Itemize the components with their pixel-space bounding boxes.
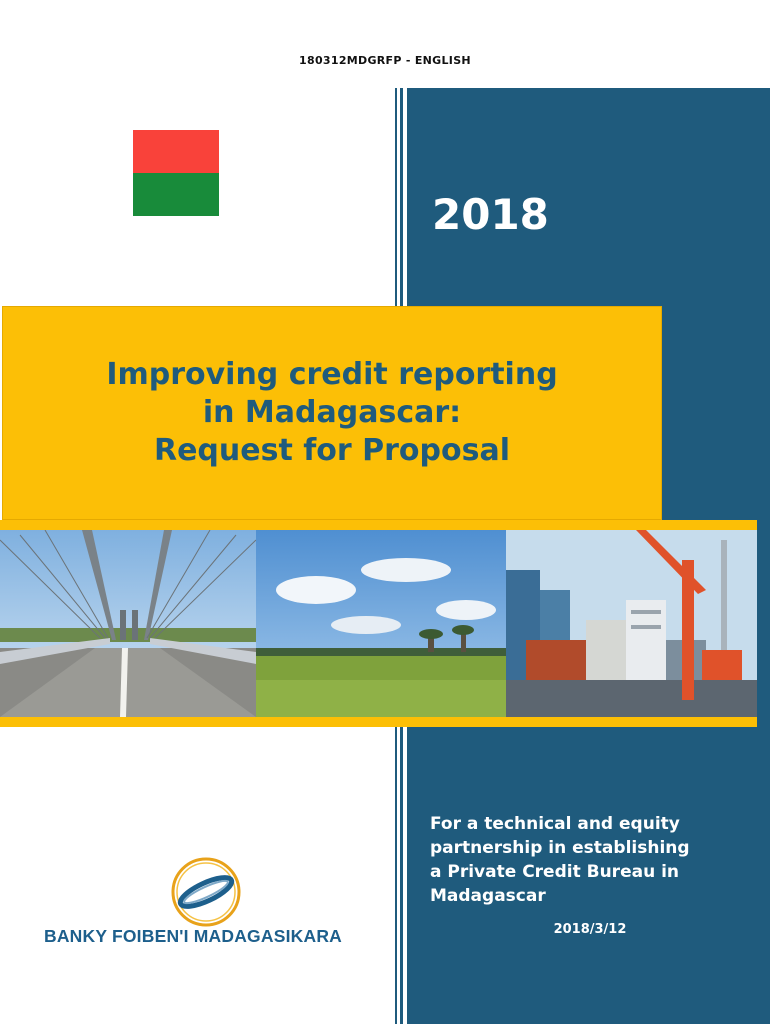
tagline-line-1: For a technical and equity bbox=[430, 814, 680, 834]
field-with-baobabs-photo bbox=[256, 530, 506, 717]
bridge-photo bbox=[0, 530, 256, 717]
madagascar-flag bbox=[133, 130, 219, 216]
tagline-line-4: Madagascar bbox=[430, 886, 546, 906]
tagline-line-2: partnership in establishing bbox=[430, 838, 690, 858]
port-containers-crane-photo bbox=[506, 530, 757, 717]
bank-logo-icon bbox=[170, 856, 242, 928]
title-line-1: Improving credit reporting bbox=[106, 357, 558, 392]
title-line-2: in Madagascar: bbox=[202, 395, 462, 430]
photo-strip-bottom-border bbox=[0, 717, 757, 727]
document-title bbox=[2, 356, 662, 470]
flag-red-band bbox=[133, 130, 219, 173]
document-date: 2018/3/12 bbox=[553, 922, 627, 937]
photo-strip bbox=[0, 530, 757, 717]
title-line-3: Request for Proposal bbox=[153, 433, 511, 468]
document-code: 180312MDGRFP - ENGLISH bbox=[299, 54, 471, 67]
year-label: 2018 bbox=[432, 190, 549, 239]
flag-green-band bbox=[133, 173, 219, 216]
tagline bbox=[430, 812, 750, 908]
title-box bbox=[2, 306, 662, 520]
bank-name: BANKY FOIBEN'I MADAGASIKARA bbox=[44, 926, 342, 946]
photo-strip-top-border bbox=[0, 520, 757, 530]
tagline-line-3: a Private Credit Bureau in bbox=[430, 862, 680, 882]
